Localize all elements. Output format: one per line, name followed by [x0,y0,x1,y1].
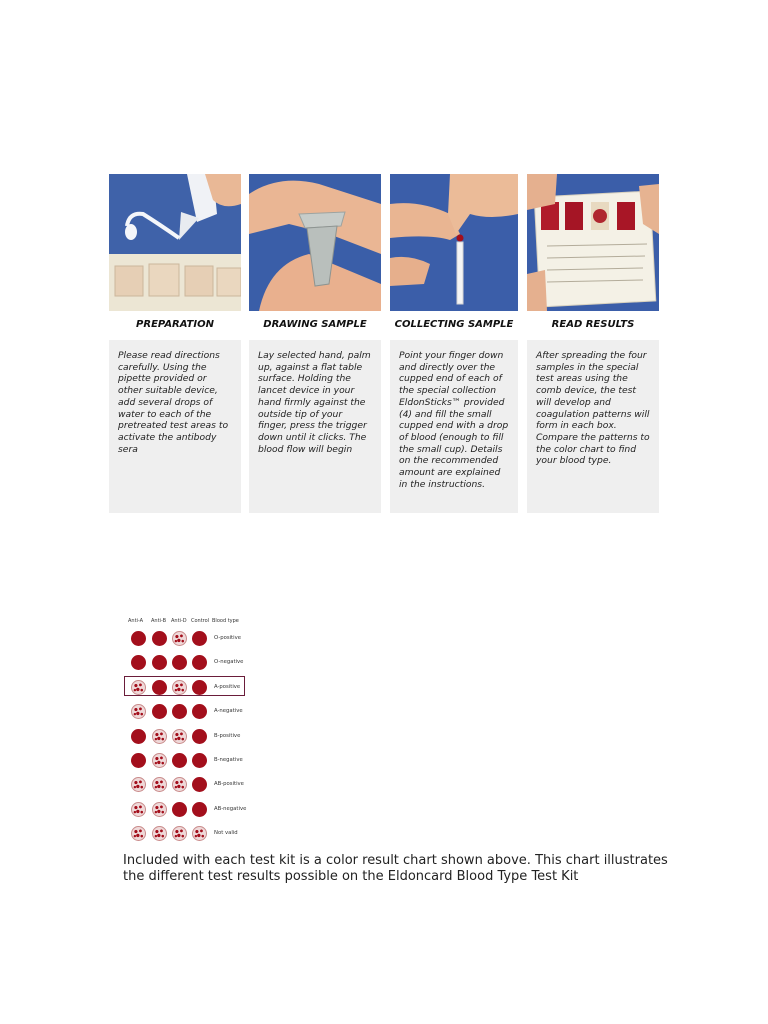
agglutination-speckled-dot [131,826,146,841]
agglutination-solid-dot [192,777,207,792]
agglutination-solid-dot [131,655,146,670]
blood-type-result-chart [122,612,250,852]
chart-row [122,823,250,845]
agglutination-speckled-dot [131,777,146,792]
agglutination-solid-dot [152,704,167,719]
preparation-photo [109,174,241,311]
agglutination-speckled-dot [131,704,146,719]
agglutination-solid-dot [131,631,146,646]
agglutination-speckled-dot [172,826,187,841]
agglutination-speckled-dot [192,826,207,841]
collecting-sample-photo [390,174,518,311]
step-description-box [109,340,241,513]
agglutination-solid-dot [131,753,146,768]
blood-type-label: B-negative [214,757,243,763]
agglutination-solid-dot [192,655,207,670]
chart-row [122,701,250,723]
chart-row [122,628,250,650]
blood-type-label: Not valid [214,830,238,837]
step-description: Please read directions carefully. Using the pipette provided or other suitable device, add several drops of water to each of the pretreated test areas to activate the antibody sera [118,350,229,455]
step-description: Lay selected hand, palm up, against a flat table surface. Holding the lancet device in your hand firmly against the outside tip of your finger, press the trigger down until it clicks. The blood flow will begin [258,350,371,455]
blood-type-label: AB-positive [214,781,244,788]
agglutination-speckled-dot [152,802,167,817]
agglutination-speckled-dot [152,826,167,841]
step-heading-read-results: READ RESULTS [551,319,635,330]
chart-row [122,799,250,821]
agglutination-speckled-dot [172,729,187,744]
chart-row [122,750,250,772]
agglutination-solid-dot [131,729,146,744]
agglutination-speckled-dot [152,753,167,768]
agglutination-solid-dot [152,655,167,670]
column-header: Control [191,618,210,624]
step-description: Point your finger down and directly over the cupped end of each of the special collection EldonSticks™ provided (4) and fill the small cupped end with a drop of blood (enough to fill the small cup). Details on the recommended amount are explained in the instructions. [399,350,509,490]
step-heading-preparation: PREPARATION [136,319,214,330]
blood-type-label: A-negative [214,708,243,715]
agglutination-speckled-dot [172,631,187,646]
step-description-box [527,340,659,513]
column-header: Blood type [212,618,239,624]
column-header: Anti-A [128,618,144,624]
column-header: Anti-B [151,618,166,624]
step-description-box [390,340,518,513]
chart-row [122,652,250,674]
step-heading-drawing-sample: DRAWING SAMPLE [263,319,367,330]
chart-row [122,726,250,748]
blood-type-label: O-positive [214,635,242,641]
agglutination-solid-dot [192,802,207,817]
agglutination-solid-dot [192,729,207,744]
agglutination-solid-dot [192,704,207,719]
column-header: Anti-D [171,618,187,624]
blood-type-label: AB-negative [214,805,247,812]
blood-type-label: O-negative [214,659,244,666]
agglutination-speckled-dot [152,777,167,792]
step-description: After spreading the four samples in the special test areas using the comb device, the test will develop and coagulation patterns will form in each box. Compare the patterns to the color chart to find your blood type. [536,350,650,467]
drawing-sample-photo [249,174,381,311]
step-heading-collecting-sample: COLLECTING SAMPLE [394,319,514,330]
agglutination-solid-dot [152,631,167,646]
agglutination-solid-dot [192,631,207,646]
chart-row [122,774,250,796]
agglutination-solid-dot [192,753,207,768]
highlighted-row-frame [124,676,245,696]
agglutination-solid-dot [172,704,187,719]
agglutination-speckled-dot [172,777,187,792]
blood-type-label: A-positive [214,683,241,690]
read-results-photo [527,174,659,311]
agglutination-solid-dot [172,655,187,670]
agglutination-speckled-dot [152,729,167,744]
step-description-box [249,340,381,513]
agglutination-speckled-dot [131,802,146,817]
agglutination-solid-dot [172,753,187,768]
blood-type-label: B-positive [214,732,241,739]
agglutination-solid-dot [172,802,187,817]
chart-caption: Included with each test kit is a color result chart shown above. This chart illustrates the different test results possible on the Eldoncard Blood Type Test Kit [123,853,668,884]
